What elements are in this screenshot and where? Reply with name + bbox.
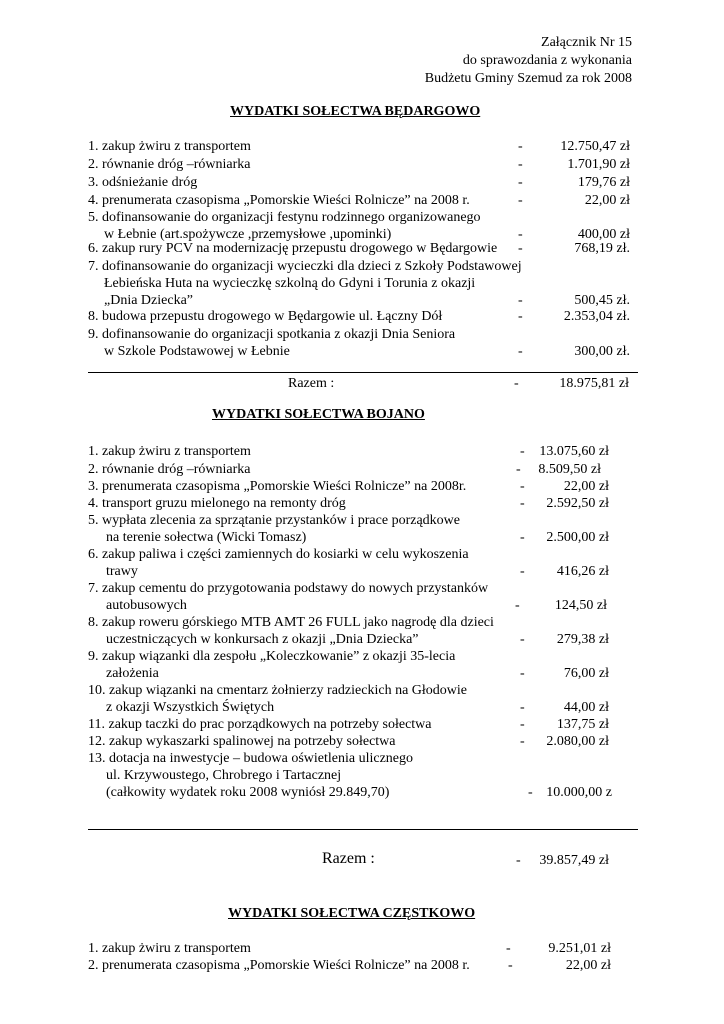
amount-value: 2.500,00 zł <box>546 530 609 545</box>
amount-value: 44,00 zł <box>563 700 609 715</box>
list-item-text: autobusowych <box>106 598 187 613</box>
list-item-text: 9. dofinansowanie do organizacji spotkania z okazji Dnia Seniora <box>88 327 456 342</box>
amount-value: 2.592,50 zł <box>546 496 609 511</box>
amount-value: 179,76 zł <box>577 175 630 190</box>
total-amount: 18.975,81 zł <box>559 376 629 391</box>
list-item-text: 11. zakup taczki do prac porządkowych na potrzeby sołectwa <box>88 717 432 732</box>
amount-value: 416,26 zł <box>556 564 609 579</box>
list-item-text: 7. zakup cementu do przygotowania podstawy do nowych przystanków <box>88 581 489 596</box>
section-title-bojano: WYDATKI SOŁECTWA BOJANO <box>212 407 425 422</box>
list-item-text: 13. dotacja na inwestycje – budowa oświetlenia ulicznego <box>88 751 414 766</box>
amount-value: 22,00 zł <box>584 193 630 208</box>
list-item-text: 4. prenumerata czasopisma „Pomorskie Wieści Rolnicze” na 2008 r. <box>88 193 470 208</box>
amount-dash: - <box>506 941 511 956</box>
list-item-text: na terenie sołectwa (Wicki Tomasz) <box>106 530 307 545</box>
amount-dash: - <box>508 958 513 973</box>
list-item-text: 5. dofinansowanie do organizacji festynu rodzinnego organizowanego <box>88 210 481 225</box>
total-dash: - <box>514 376 519 391</box>
amount-value: 500,45 zł. <box>574 293 630 308</box>
amount-value: 400,00 zł <box>577 227 630 242</box>
list-item-text: Łebieńska Huta na wycieczkę szkolną do Gdyni i Torunia z okazji <box>104 276 476 291</box>
amount-dash: - <box>518 193 523 208</box>
list-item-text: z okazji Wszystkich Świętych <box>106 700 275 715</box>
amount-value: 2.080,00 zł <box>546 734 609 749</box>
amount-dash: - <box>520 479 525 494</box>
list-item-text: 3. prenumerata czasopisma „Pomorskie Wieści Rolnicze” na 2008r. <box>88 479 467 494</box>
amount-value: 76,00 zł <box>563 666 609 681</box>
list-item-text: 6. zakup paliwa i części zamiennych do kosiarki w celu wykoszenia <box>88 547 469 562</box>
amount-dash: - <box>520 666 525 681</box>
amount-dash: - <box>520 530 525 545</box>
amount-dash: - <box>518 241 523 256</box>
header-line-3: Budżetu Gminy Szemud za rok 2008 <box>424 71 632 86</box>
list-item-text: 12. zakup wykaszarki spalinowej na potrzeby sołectwa <box>88 734 396 749</box>
list-item-text: uczestniczących w konkursach z okazji „Dnia Dziecka” <box>106 632 419 647</box>
amount-dash: - <box>520 717 525 732</box>
list-item-text: 1. zakup żwiru z transportem <box>88 941 251 956</box>
amount-dash: - <box>518 293 523 308</box>
total-label: Razem : <box>288 376 335 391</box>
total-amount: 39.857,49 zł <box>539 853 609 868</box>
amount-value: 9.251,01 zł <box>548 941 611 956</box>
list-item-text: w Łebnie (art.spożywcze ,przemysłowe ,upominki) <box>104 227 392 242</box>
amount-dash: - <box>520 444 525 459</box>
list-item-text: (całkowity wydatek roku 2008 wyniósł 29.849,70) <box>106 785 390 800</box>
amount-dash: - <box>518 344 523 359</box>
amount-value: 279,38 zł <box>556 632 609 647</box>
list-item-text: 8. zakup roweru górskiego MTB AMT 26 FULL jako nagrodę dla dzieci <box>88 615 494 630</box>
amount-value: 1.701,90 zł <box>567 157 630 172</box>
list-item-text: 7. dofinansowanie do organizacji wycieczki dla dzieci z Szkoły Podstawowej <box>88 259 522 274</box>
amount-value: 768,19 zł. <box>574 241 630 256</box>
list-item-text: 5. wypłata zlecenia za sprzątanie przystanków i prace porządkowe <box>88 513 460 528</box>
list-item-text: 2. prenumerata czasopisma „Pomorskie Wieści Rolnicze” na 2008 r. <box>88 958 470 973</box>
list-item-text: 1. zakup żwiru z transportem <box>88 139 251 154</box>
list-item-text: 2. równanie dróg –równiarka <box>88 157 251 172</box>
amount-dash: - <box>516 462 521 477</box>
amount-dash: - <box>520 734 525 749</box>
amount-dash: - <box>528 785 533 800</box>
list-item-text: 10. zakup wiązanki na cmentarz żołnierzy radzieckich na Głodowie <box>88 683 467 698</box>
header-line-1: Załącznik Nr 15 <box>541 35 632 50</box>
list-item-text: w Szkole Podstawowej w Łebnie <box>104 344 290 359</box>
total-label: Razem : <box>322 850 375 867</box>
amount-dash: - <box>515 598 520 613</box>
amount-value: 2.353,04 zł. <box>563 309 630 324</box>
list-item-text: ul. Krzywoustego, Chrobrego i Tartacznej <box>106 768 342 783</box>
list-item-text: 2. równanie dróg –równiarka <box>88 462 251 477</box>
amount-value: 300,00 zł. <box>574 344 630 359</box>
total-dash: - <box>516 853 521 868</box>
amount-dash: - <box>518 175 523 190</box>
amount-value: 137,75 zł <box>556 717 609 732</box>
section-title-czestkowo: WYDATKI SOŁECTWA CZĘSTKOWO <box>228 906 476 921</box>
divider <box>88 829 638 830</box>
amount-value: 22,00 zł <box>565 958 611 973</box>
section-title-bedargowo: WYDATKI SOŁECTWA BĘDARGOWO <box>230 104 481 119</box>
divider <box>88 372 638 373</box>
amount-dash: - <box>520 632 525 647</box>
list-item-text: 9. zakup wiązanki dla zespołu „Koleczkowanie” z okazji 35-lecia <box>88 649 456 664</box>
amount-value: 12.750,47 zł <box>560 139 630 154</box>
list-item-text: 4. transport gruzu mielonego na remonty dróg <box>88 496 346 511</box>
list-item-text: 3. odśnieżanie dróg <box>88 175 198 190</box>
list-item-text: założenia <box>106 666 159 681</box>
amount-dash: - <box>518 139 523 154</box>
amount-dash: - <box>520 700 525 715</box>
header-line-2: do sprawozdania z wykonania <box>462 53 632 68</box>
amount-dash: - <box>520 564 525 579</box>
amount-value: 22,00 zł <box>563 479 609 494</box>
amount-dash: - <box>518 227 523 242</box>
amount-dash: - <box>518 309 523 324</box>
list-item-text: trawy <box>106 564 138 579</box>
list-item-text: „Dnia Dziecka” <box>104 293 193 308</box>
amount-value: 8.509,50 zł <box>538 462 601 477</box>
amount-value: 10.000,00 z <box>546 785 612 800</box>
list-item-text: 1. zakup żwiru z transportem <box>88 444 251 459</box>
amount-value: 124,50 zł <box>554 598 607 613</box>
amount-dash: - <box>520 496 525 511</box>
list-item-text: 8. budowa przepustu drogowego w Będargowie ul. Łączny Dół <box>88 309 443 324</box>
amount-value: 13.075,60 zł <box>539 444 609 459</box>
list-item-text: 6. zakup rury PCV na modernizację przepustu drogowego w Będargowie <box>88 241 498 256</box>
amount-dash: - <box>518 157 523 172</box>
